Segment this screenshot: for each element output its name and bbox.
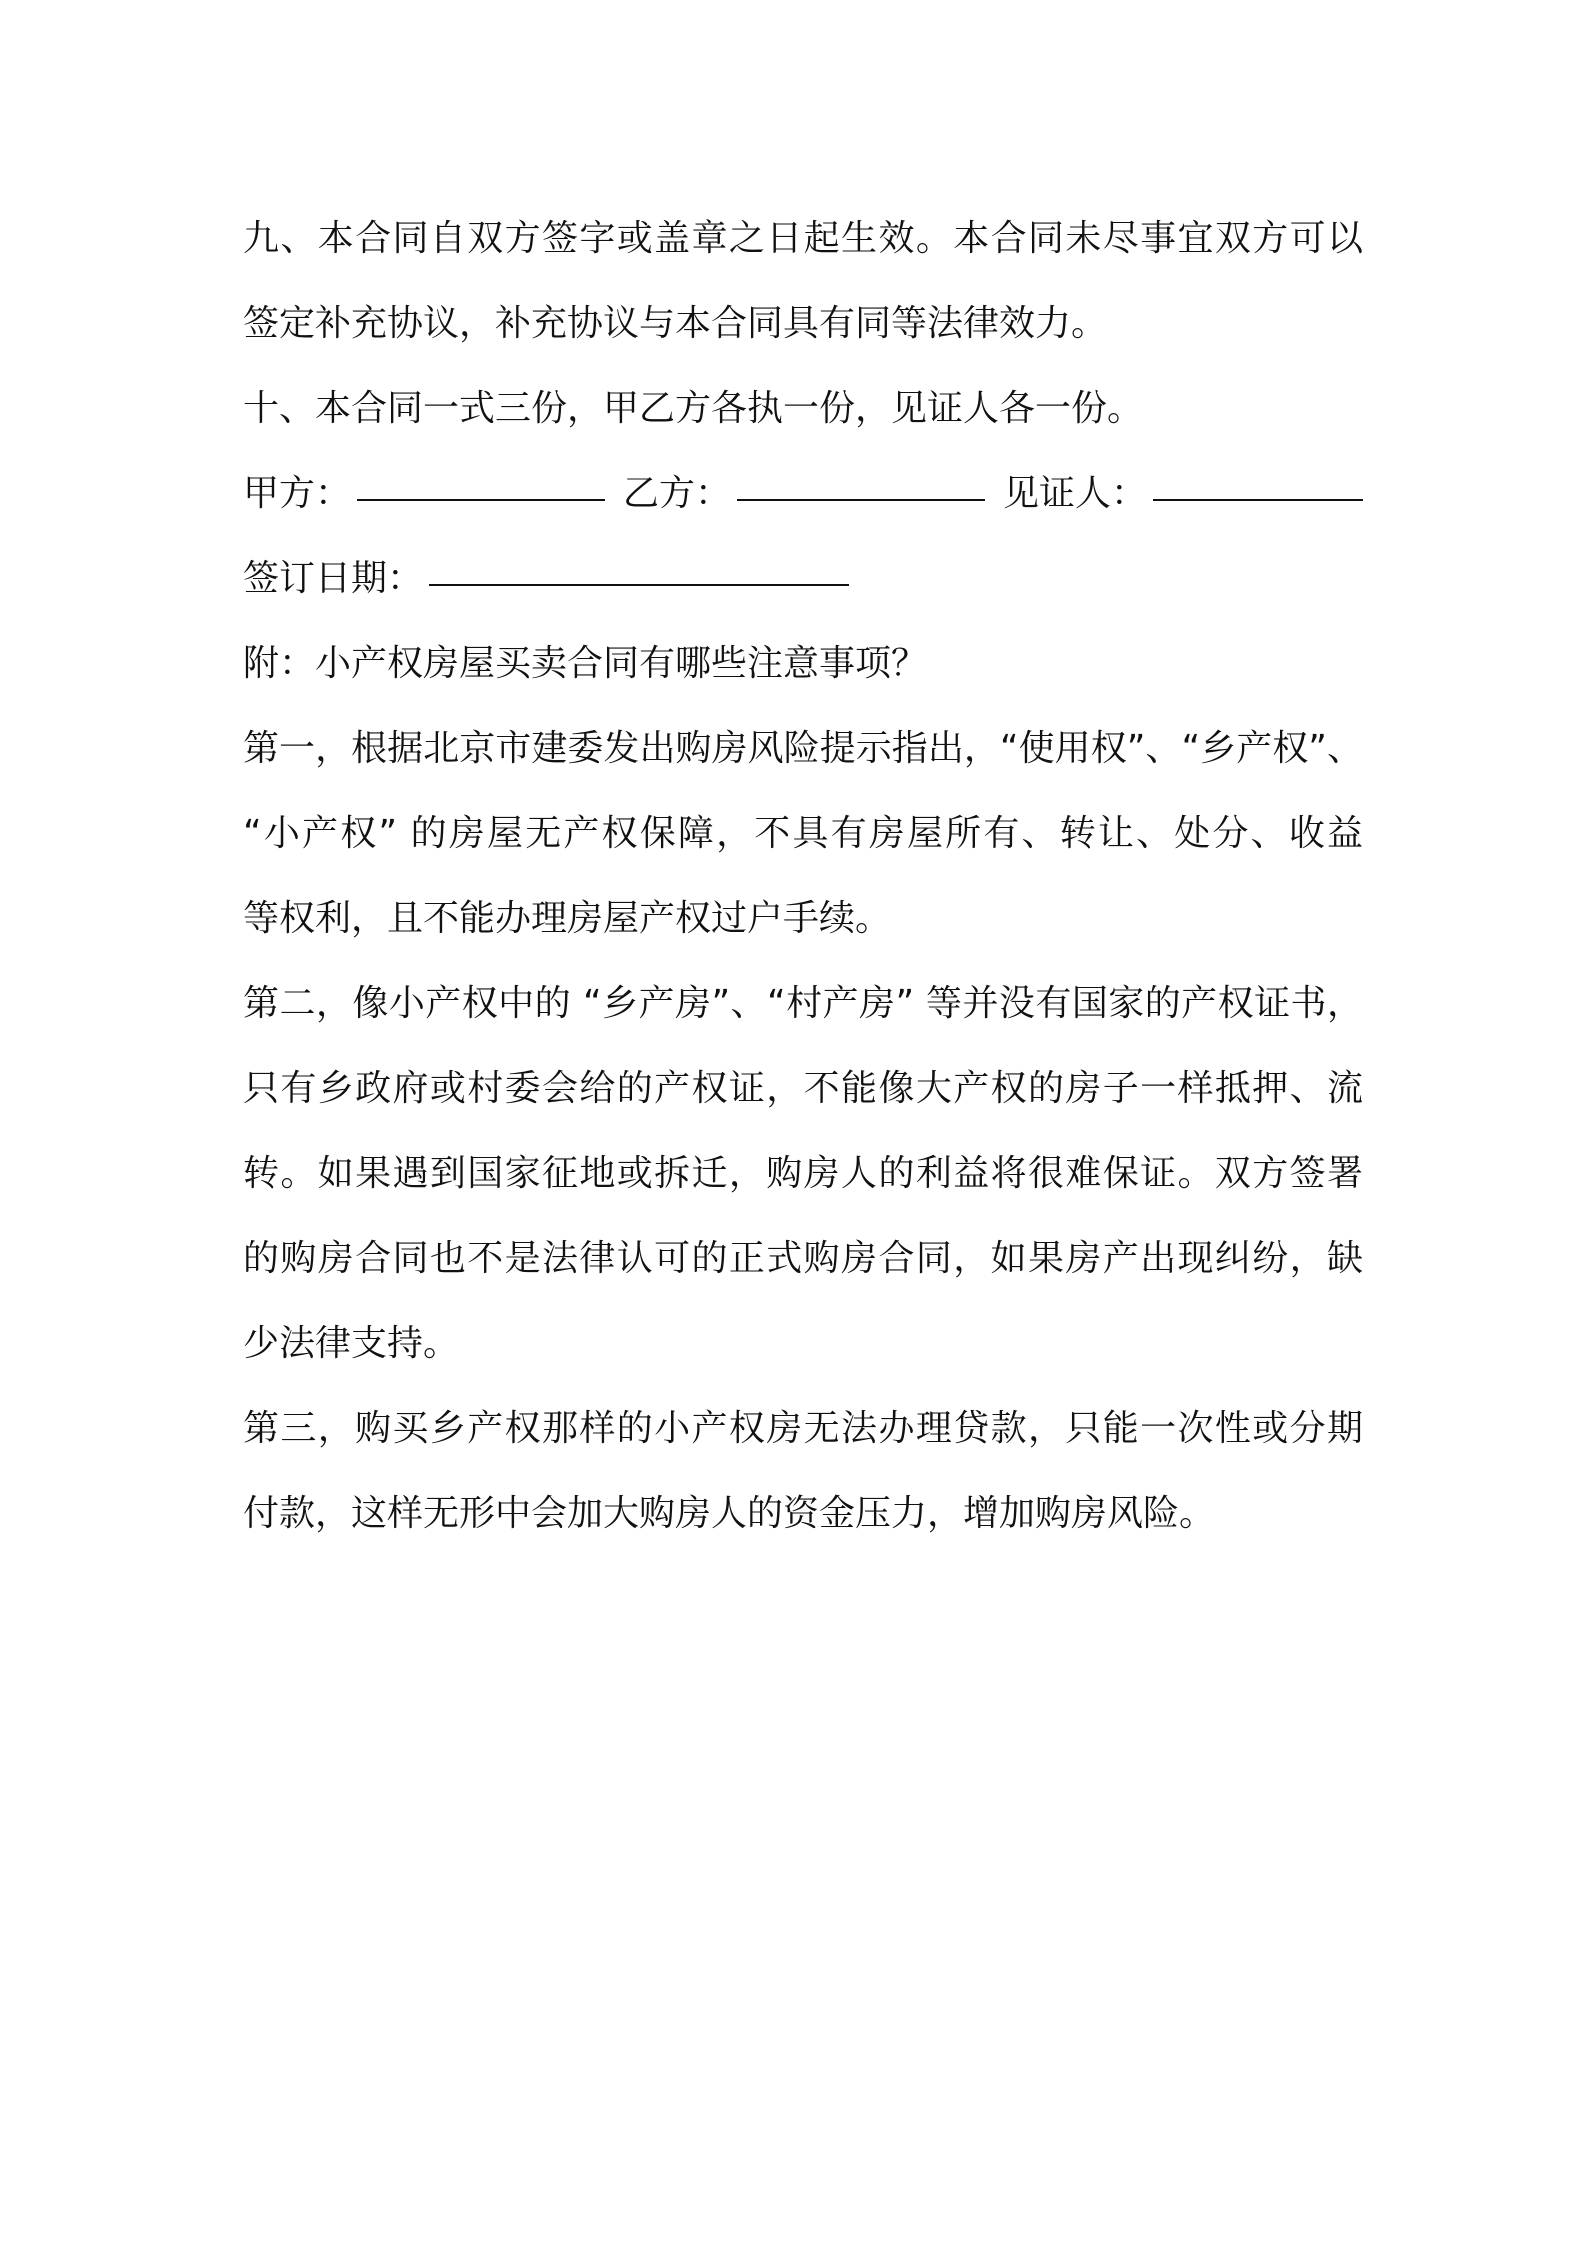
point-3-line-1: 第三，购买乡产权那样的小产权房无法办理贷款，只能一次性或分期 (243, 1408, 1363, 1449)
party-a-label: 甲方： (243, 473, 352, 514)
point-2-line-3: 转。如果遇到国家征地或拆迁，购房人的利益将很难保证。双方签署 (243, 1153, 1363, 1194)
point-2-line-1: 第二，像小产权中的 “乡产房”、“村产房” 等并没有国家的产权证书， (243, 983, 1363, 1024)
clause-9-line-2: 签定补充协议，补充协议与本合同具有同等法律效力。 (243, 303, 1108, 344)
clause-10: 十、本合同一式三份，甲乙方各执一份，见证人各一份。 (243, 388, 1144, 429)
party-b-blank (737, 469, 985, 501)
point-2-line-4: 的购房合同也不是法律认可的正式购房合同，如果房产出现纠纷，缺 (243, 1238, 1363, 1279)
point-3-line-2: 付款，这样无形中会加大购房人的资金压力，增加购房风险。 (243, 1493, 1216, 1534)
date-blank (429, 554, 849, 586)
point-1-line-1: 第一，根据北京市建委发出购房风险提示指出，“使用权”、“乡产权”、 (243, 728, 1363, 769)
witness-signature (1003, 451, 1363, 536)
party-a-signature (243, 451, 605, 536)
date-signature (243, 536, 849, 621)
witness-label: 见证人： (1002, 473, 1147, 514)
document-body (243, 196, 1363, 1556)
point-1-line-3: 等权利，且不能办理房屋产权过户手续。 (243, 898, 892, 939)
date-label: 签订日期： (243, 558, 424, 599)
point-1-line-2: “小产权” 的房屋无产权保障，不具有房屋所有、转让、处分、收益 (243, 813, 1363, 854)
signature-row (243, 451, 1363, 536)
clause-9-line-1: 九、本合同自双方签字或盖章之日起生效。本合同未尽事宜双方可以 (243, 218, 1363, 259)
witness-blank (1153, 469, 1363, 501)
party-b-label: 乙方： (622, 473, 731, 514)
party-b-signature (623, 451, 985, 536)
point-2-line-5: 少法律支持。 (243, 1323, 460, 1364)
point-2-line-2: 只有乡政府或村委会给的产权证，不能像大产权的房子一样抵押、流 (243, 1068, 1363, 1109)
party-a-blank (357, 469, 605, 501)
appendix-title: 附：小产权房屋买卖合同有哪些注意事项？ (243, 643, 928, 684)
signing-date-row (243, 536, 1363, 621)
